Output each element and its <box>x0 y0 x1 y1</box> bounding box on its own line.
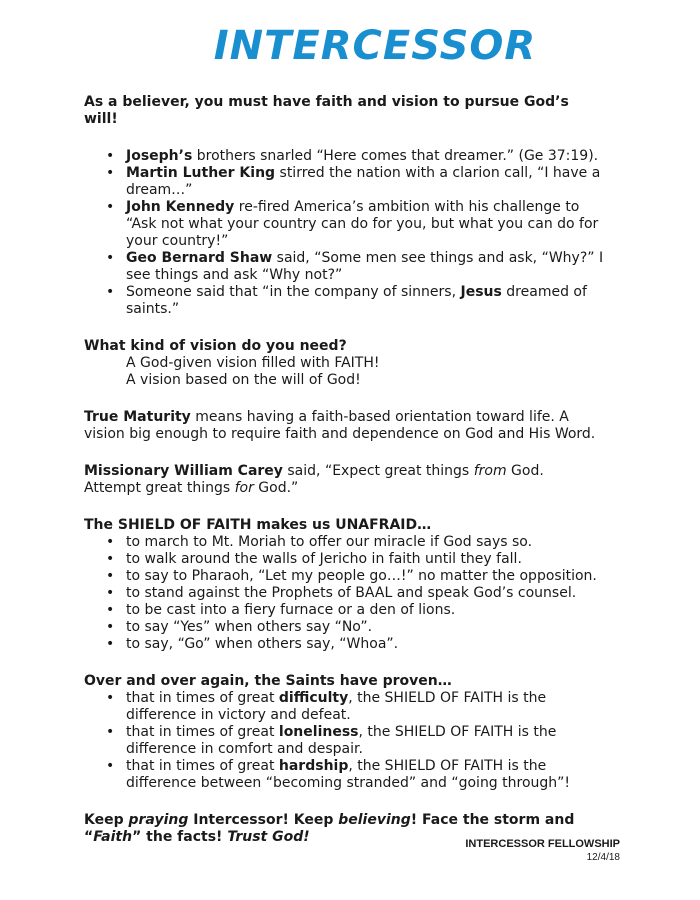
list-item: • to walk around the walls of Jericho in faith until they fall. <box>84 551 604 568</box>
saints-list <box>84 690 604 792</box>
footer-organization: INTERCESSOR FELLOWSHIP <box>465 838 620 850</box>
list-item: • to march to Mt. Moriah to offer our miracle if God says so. <box>84 534 604 551</box>
document-body <box>84 94 604 846</box>
list-item: • Geo Bernard Shaw said, “Some men see things and ask, “Why?” I see things and ask “Why not?” <box>84 250 604 284</box>
vision-answer: A God-given vision filled with FAITH! <box>126 355 380 371</box>
shield-list <box>84 534 604 653</box>
list-item: • that in times of great loneliness, the SHIELD OF FAITH is the difference in comfort and despair. <box>84 724 604 758</box>
vision-question: What kind of vision do you need? <box>84 338 347 354</box>
list-item: • John Kennedy re-fired America’s ambition with his challenge to “Ask not what your country can do for you, but what you can do for your country!” <box>84 199 604 250</box>
shield-heading: The SHIELD OF FAITH makes us UNAFRAID… <box>84 517 432 533</box>
list-item: • to say, “Go” when others say, “Whoa”. <box>84 636 604 653</box>
list-item: • to be cast into a fiery furnace or a den of lions. <box>84 602 604 619</box>
footer <box>465 837 620 864</box>
carey-paragraph: Missionary William Carey said, “Expect great things from God. Attempt great things for God.” <box>84 463 544 496</box>
list-item: • to say “Yes” when others say “No”. <box>84 619 604 636</box>
list-item: • Someone said that “in the company of sinners, Jesus dreamed of saints.” <box>84 284 604 318</box>
closing-paragraph: Keep praying Intercessor! Keep believing! Face the storm and “Faith” the facts! Trust God! <box>84 812 575 845</box>
page-title: INTERCESSOR <box>213 23 537 69</box>
maturity-paragraph: True Maturity means having a faith-based orientation toward life. A vision big enough to require faith and dependence on God and His Word. <box>84 409 596 442</box>
list-item: • to stand against the Prophets of BAAL and speak God’s counsel. <box>84 585 604 602</box>
saints-heading: Over and over again, the Saints have proven… <box>84 673 452 689</box>
footer-date: 12/4/18 <box>586 852 620 863</box>
list-item: • to say to Pharaoh, “Let my people go…!” no matter the opposition. <box>84 568 604 585</box>
examples-list <box>84 148 604 318</box>
list-item: • Martin Luther King stirred the nation with a clarion call, “I have a dream…” <box>84 165 604 199</box>
vision-answer: A vision based on the will of God! <box>126 372 361 388</box>
list-item: • Joseph’s brothers snarled “Here comes that dreamer.” (Ge 37:19). <box>84 148 604 165</box>
list-item: • that in times of great hardship, the SHIELD OF FAITH is the difference between “becoming stranded” and “going through”! <box>84 758 604 792</box>
list-item: • that in times of great difficulty, the SHIELD OF FAITH is the difference in victory and defeat. <box>84 690 604 724</box>
intro-heading: As a believer, you must have faith and vision to pursue God’s will! <box>84 94 569 127</box>
